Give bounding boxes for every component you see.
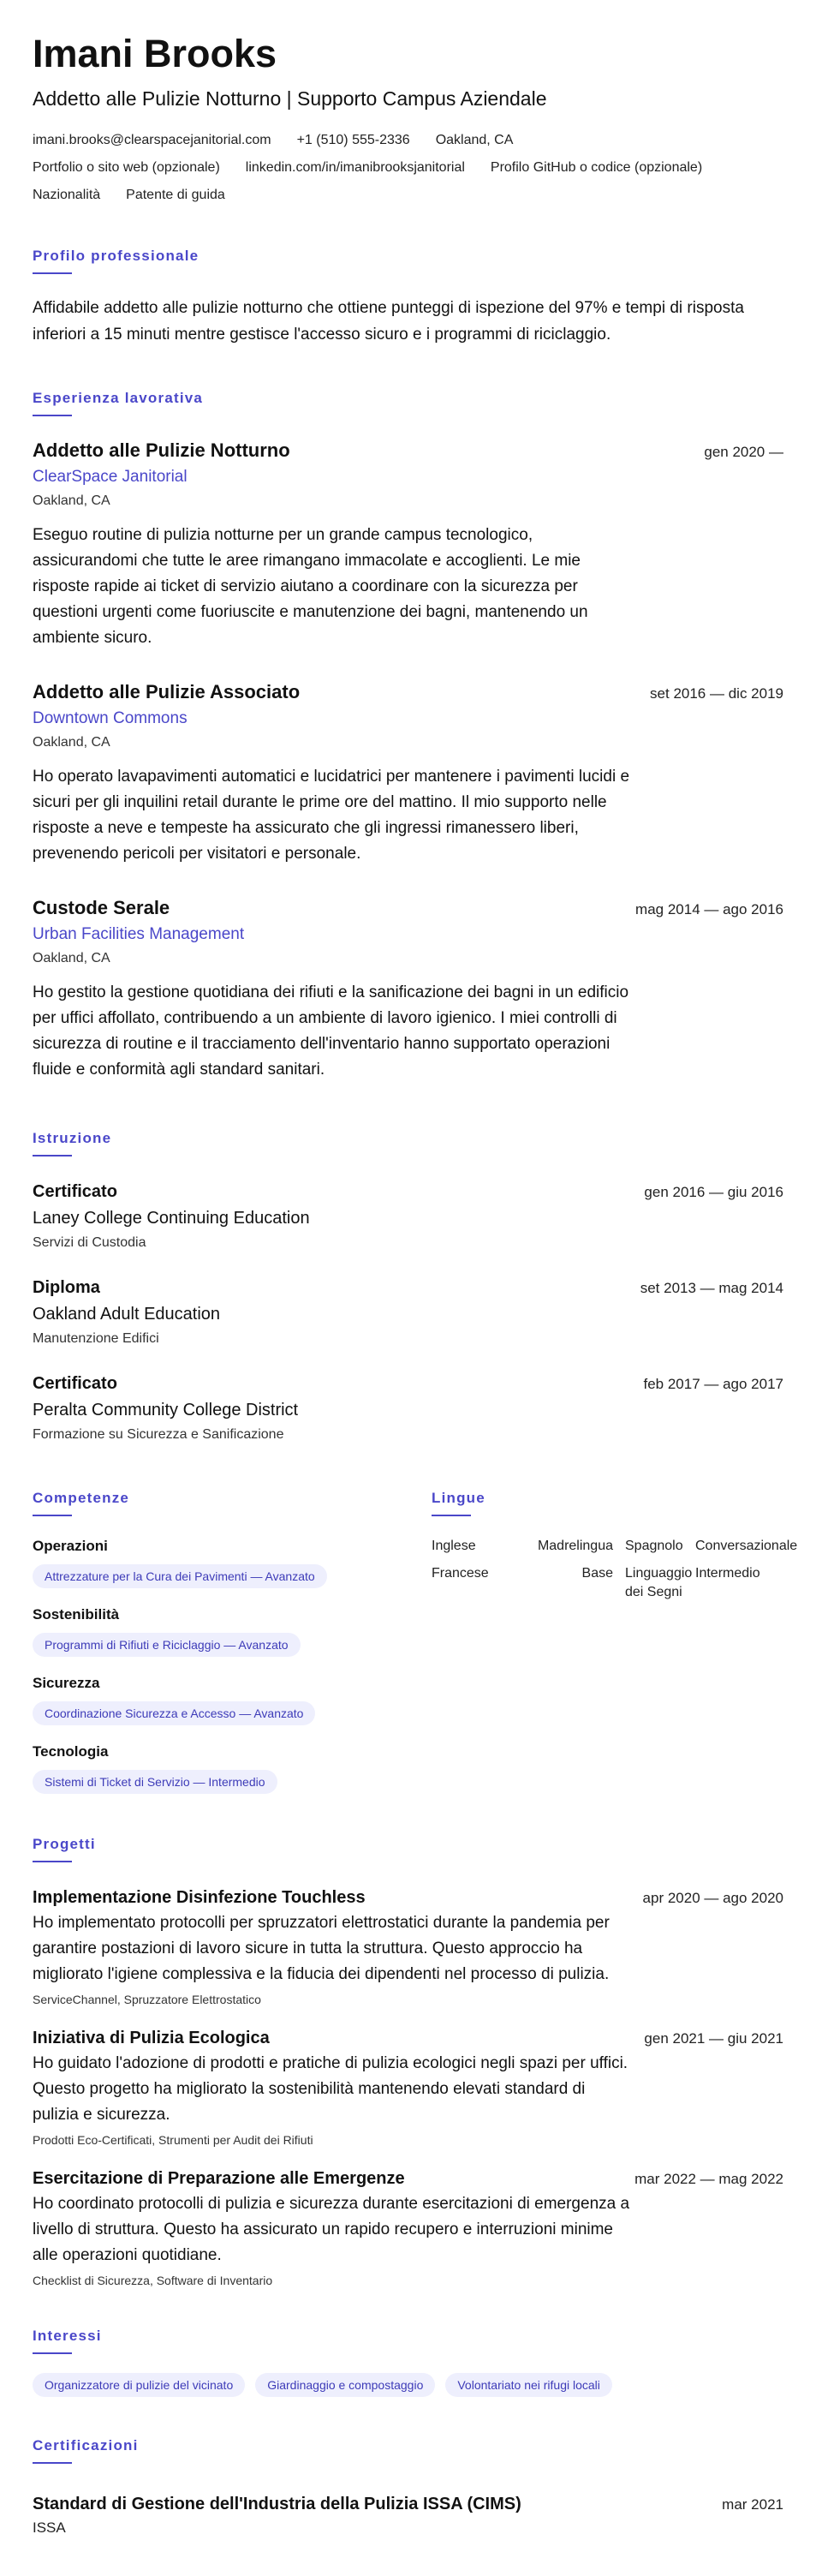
project-item [33,2027,783,2149]
project-description: Ho implementato protocolli per spruzzatori elettrostatici durante la pandemia per garantire postazioni di lavoro sicure in tutta la struttura. Questo approccio ha migliorato l'igiene complessiva e la fiducia dei dipendenti nel processo di pulizia. [33,1914,610,1983]
job-title: Custode Serale [33,897,170,918]
section-title-interests: Interessi [33,2328,102,2344]
language-name: Spagnolo [625,1539,683,1553]
section-title-projects: Progetti [33,1836,96,1852]
interest-chip-list [33,2373,783,2397]
section-title-education: Istruzione [33,1130,112,1146]
experience-section [33,389,783,1083]
project-item [33,2167,783,2289]
skill-chip: Programmi di Rifiuti e Riciclaggio — Avanzato [33,1633,301,1657]
job-dates: gen 2020 — [704,444,783,460]
contact-github[interactable]: Profilo GitHub o codice (opzionale) [490,160,703,175]
project-description: Ho guidato l'adozione di prodotti e pratiche di pulizia ecologici negli spazi per uffici. Questo progetto ha migliorato la sostenibilità mantenendo elevati standard di pulizia e sicurezza. [33,2054,628,2124]
experience-item [33,680,783,867]
education-degree: Certificato [33,1182,117,1201]
education-dates: set 2013 — mag 2014 [640,1280,783,1296]
education-item [33,1372,783,1444]
section-title-profile: Profilo professionale [33,248,200,264]
interests-section [33,2327,783,2397]
job-description: Ho gestito la gestione quotidiana dei rifiuti e la sanificazione dei bagni in un edificio per uffici affollato, contribuendo a un ambiente di lavoro igienico. I miei controlli di sicurezza di routine e il tracciamento dell'inventario hanno supportato operazioni fluide e conformità agli standard sanitari. [33,983,629,1079]
candidate-headline: Addetto alle Pulizie Notturno | Supporto Campus Aziendale [33,87,547,110]
skills-languages-row [33,1489,798,1794]
education-item [33,1276,783,1348]
language-row [432,1537,798,1556]
project-description: Ho coordinato protocolli di pulizia e sicurezza durante esercitazioni di emergenza a livello di struttura. Questo ha assicurato un rapido recupero e interruzioni minime alle operazioni quotidiane. [33,2195,630,2264]
job-location: Oakland, CA [33,493,110,508]
experience-item [33,896,783,1083]
contact-nationality: Nazionalità [33,188,101,202]
languages-section [432,1489,798,1794]
contact-location: Oakland, CA [435,133,514,147]
language-row [432,1564,783,1602]
skills-section [33,1489,432,1794]
job-dates: mag 2014 — ago 2016 [635,901,783,917]
contact-driving-license: Patente di guida [126,188,225,202]
language-level: Conversazionale [695,1539,798,1553]
education-field: Formazione su Sicurezza e Sanificazione [33,1427,284,1442]
education-section [33,1129,783,1444]
section-divider [33,1515,72,1516]
certification-item [33,2493,783,2537]
job-description: Eseguo routine di pulizia notturne per un grande campus tecnologico, assicurandomi che tutte le aree rimangano immacolate e accoglienti. Le mie risposte rapide ai ticket di servizio aiutano a coordinare con la sicurezza per questioni urgenti come fuoriuscite e manutenzione dei bagni, mantenendo un ambiente sicuro. [33,526,588,647]
skill-group [33,1605,432,1657]
skill-category: Sostenibilità [33,1606,120,1623]
job-description: Ho operato lavapavimenti automatici e lucidatrici per mantenere i pavimenti lucidi e sicuri per gli inquilini retail durante le prime ore del mattino. Il mio supporto nelle risposte a neve e tempeste ha assicurato che gli ingressi rimanessero liberi, prevenendo pericoli per visitatori e personale. [33,768,630,863]
education-field: Servizi di Custodia [33,1235,146,1250]
contact-portfolio[interactable]: Portfolio o sito web (opzionale) [33,160,220,175]
project-name: Implementazione Disinfezione Touchless [33,1888,366,1907]
language-level: Intermedio [695,1566,760,1581]
certifications-section [33,2436,783,2537]
projects-section [33,1835,783,2289]
skill-category: Operazioni [33,1538,108,1554]
section-title-certifications: Certificazioni [33,2437,139,2453]
certification-date: mar 2021 [722,2496,783,2513]
interest-chip: Organizzatore di pulizie del vicinato [33,2373,245,2397]
section-divider [33,2352,72,2354]
company-name: Downtown Commons [33,709,188,727]
job-title: Addetto alle Pulizie Notturno [33,439,290,461]
interest-chip: Volontariato nei rifugi locali [445,2373,612,2397]
section-divider [33,1155,72,1157]
section-title-experience: Esperienza lavorativa [33,390,204,406]
contact-line-1 [33,130,783,151]
skill-category: Sicurezza [33,1675,100,1691]
experience-item [33,439,783,651]
job-location: Oakland, CA [33,951,110,965]
section-divider [33,1861,72,1862]
language-name: Francese [432,1566,489,1581]
project-tools: Checklist di Sicurezza, Software di Inventario [33,2274,273,2287]
language-name: Inglese [432,1539,476,1553]
candidate-name: Imani Brooks [33,32,277,75]
section-divider [33,415,72,416]
skill-group [33,1537,432,1588]
project-dates: mar 2022 — mag 2022 [634,2171,783,2187]
contact-line-2 [33,158,783,178]
education-school: Oakland Adult Education [33,1305,221,1324]
education-field: Manutenzione Edifici [33,1331,159,1346]
profile-summary: Affidabile addetto alle pulizie notturno che ottiene punteggi di ispezione del 97% e tempi di risposta inferiori a 15 minuti mentre gestisce l'accesso sicuro e i programmi di riciclaggio. [33,299,744,344]
company-name: Urban Facilities Management [33,925,245,943]
company-name: ClearSpace Janitorial [33,468,188,486]
project-dates: gen 2021 — giu 2021 [644,2030,783,2047]
skill-chip: Attrezzature per la Cura dei Pavimenti — Avanzato [33,1564,327,1588]
skill-chip: Coordinazione Sicurezza e Accesso — Avanzato [33,1701,315,1725]
skill-category: Tecnologia [33,1743,109,1760]
profile-section [33,247,783,348]
contact-email[interactable]: imani.brooks@clearspacejanitorial.com [33,133,271,147]
section-divider [33,272,72,274]
certification-issuer: ISSA [33,2519,66,2536]
section-divider [432,1515,471,1516]
project-dates: apr 2020 — ago 2020 [642,1890,783,1906]
section-title-skills: Competenze [33,1490,130,1506]
language-level: Madrelingua [537,1539,613,1553]
project-name: Esercitazione di Preparazione alle Emergenze [33,2169,405,2188]
skill-group [33,1742,432,1794]
education-item [33,1180,783,1252]
section-divider [33,2462,72,2464]
education-dates: gen 2016 — giu 2016 [644,1184,783,1200]
education-school: Peralta Community College District [33,1401,299,1419]
education-dates: feb 2017 — ago 2017 [643,1376,783,1392]
project-name: Iniziativa di Pulizia Ecologica [33,2029,270,2047]
interest-chip: Giardinaggio e compostaggio [255,2373,435,2397]
education-school: Laney College Continuing Education [33,1209,310,1228]
certification-name: Standard di Gestione dell'Industria della Pulizia ISSA (CIMS) [33,2495,521,2513]
contact-phone[interactable]: +1 (510) 555-2336 [296,133,410,147]
job-dates: set 2016 — dic 2019 [650,685,783,702]
project-tools: Prodotti Eco-Certificati, Strumenti per Audit dei Rifiuti [33,2133,313,2147]
section-title-languages: Lingue [432,1490,485,1506]
language-name: Linguaggio dei Segni [625,1566,693,1599]
project-tools: ServiceChannel, Spruzzatore Elettrostatico [33,1993,261,2006]
project-item [33,1886,783,2008]
contact-linkedin[interactable]: linkedin.com/in/imanibrooksjanitorial [245,160,465,175]
job-location: Oakland, CA [33,735,110,750]
job-title: Addetto alle Pulizie Associato [33,681,301,702]
education-degree: Diploma [33,1278,100,1297]
education-degree: Certificato [33,1374,117,1393]
skill-chip: Sistemi di Ticket di Servizio — Intermedio [33,1770,277,1794]
skill-group [33,1674,432,1725]
contact-line-3 [33,185,783,206]
language-level: Base [581,1566,613,1581]
